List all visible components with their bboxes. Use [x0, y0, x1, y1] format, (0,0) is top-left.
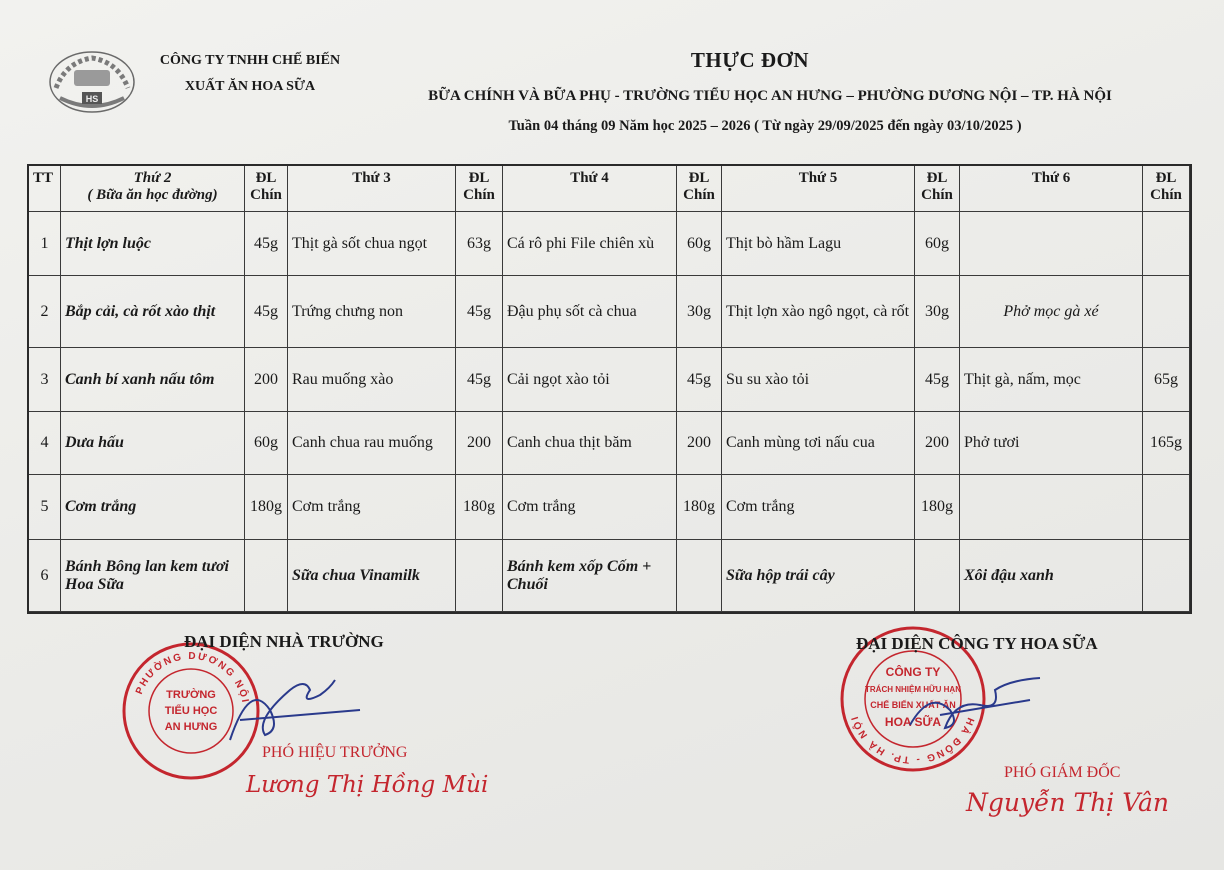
qty-thu4	[677, 540, 722, 612]
row-number: 6	[29, 540, 61, 612]
svg-text:HOA SỮA: HOA SỮA	[884, 715, 942, 729]
row-number: 3	[29, 348, 61, 412]
dish-thu2: Canh bí xanh nấu tôm	[61, 348, 245, 412]
handwritten-signature-left	[210, 660, 370, 750]
dish-thu3: Rau muống xào	[288, 348, 456, 412]
school-representative-title: ĐẠI DIỆN NHÀ TRƯỜNG	[184, 632, 384, 651]
qty-thu2: 60g	[245, 412, 288, 475]
week-range: Tuần 04 tháng 09 Năm học 2025 – 2026 ( Từ ngày 29/09/2025 đến ngày 03/10/2025 )	[508, 118, 1022, 134]
qty-thu3: 45g	[456, 348, 503, 412]
header-dl-6: ĐL Chín	[1143, 166, 1190, 212]
dish-thu3: Cơm trắng	[288, 475, 456, 540]
qty-thu2: 180g	[245, 475, 288, 540]
dish-thu4: Cá rô phi File chiên xù	[503, 212, 677, 276]
svg-text:TRÁCH NHIỆM HỮU HẠN: TRÁCH NHIỆM HỮU HẠN	[865, 685, 961, 694]
dish-thu6: Phở tươi	[960, 412, 1143, 475]
dish-thu2: Dưa hấu	[61, 412, 245, 475]
header-thu5: Thứ 5	[722, 166, 915, 212]
qty-thu3: 180g	[456, 475, 503, 540]
header-dl-4: ĐL Chín	[677, 166, 722, 212]
qty-thu6: 65g	[1143, 348, 1190, 412]
dish-thu6	[960, 212, 1143, 276]
table-row	[29, 276, 1190, 348]
qty-thu6	[1143, 212, 1190, 276]
qty-thu4: 60g	[677, 212, 722, 276]
qty-thu6: 165g	[1143, 412, 1190, 475]
page-subtitle: BỮA CHÍNH VÀ BỮA PHỤ - TRƯỜNG TIỂU HỌC AN HƯNG – PHƯỜNG DƯƠNG NỘI – TP. HÀ NỘI	[428, 88, 1112, 104]
header-thu6: Thứ 6	[960, 166, 1143, 212]
svg-text:HS: HS	[85, 94, 99, 104]
dish-thu2: Bắp cải, cà rốt xào thịt	[61, 276, 245, 348]
table-row	[29, 212, 1190, 276]
svg-text:TRƯỜNG: TRƯỜNG	[166, 689, 216, 701]
qty-thu6	[1143, 276, 1190, 348]
table-row	[29, 475, 1190, 540]
svg-text:TIỂU HỌC: TIỂU HỌC	[164, 705, 218, 717]
dish-thu5: Thịt lợn xào ngô ngọt, cà rốt	[722, 276, 915, 348]
qty-thu4: 180g	[677, 475, 722, 540]
qty-thu2: 45g	[245, 276, 288, 348]
svg-text:PHƯỜNG DƯƠNG NỘI: PHƯỜNG DƯƠNG NỘI	[133, 650, 251, 705]
dish-thu4: Canh chua thịt băm	[503, 412, 677, 475]
qty-thu5: 60g	[915, 212, 960, 276]
deputy-director-name: Nguyễn Thị Vân	[966, 788, 1170, 817]
dish-thu4: Cơm trắng	[503, 475, 677, 540]
dish-thu6: Xôi đậu xanh	[960, 540, 1143, 612]
qty-thu4: 45g	[677, 348, 722, 412]
row-number: 2	[29, 276, 61, 348]
dish-thu2: Thịt lợn luộc	[61, 212, 245, 276]
svg-text:AN HƯNG: AN HƯNG	[164, 721, 218, 733]
qty-thu3: 200	[456, 412, 503, 475]
header-dl-3: ĐL Chín	[456, 166, 503, 212]
dish-thu6: Phở mọc gà xé	[960, 276, 1143, 348]
dish-thu5: Cơm trắng	[722, 475, 915, 540]
row-number: 1	[29, 212, 61, 276]
dish-thu4: Đậu phụ sốt cà chua	[503, 276, 677, 348]
vice-principal-name: Lương Thị Hồng Mùi	[246, 772, 489, 798]
header-dl-2: ĐL Chín	[245, 166, 288, 212]
dish-thu2: Cơm trắng	[61, 475, 245, 540]
qty-thu6	[1143, 540, 1190, 612]
dish-thu6	[960, 475, 1143, 540]
qty-thu2: 45g	[245, 212, 288, 276]
qty-thu5: 45g	[915, 348, 960, 412]
svg-text:CÔNG TY: CÔNG TY	[885, 665, 941, 679]
dish-thu5: Su su xào tỏi	[722, 348, 915, 412]
qty-thu5: 200	[915, 412, 960, 475]
company-representative-title: ĐẠI DIỆN CÔNG TY HOA SỮA	[856, 634, 1098, 653]
qty-thu3: 45g	[456, 276, 503, 348]
dish-thu5: Sữa hộp trái cây	[722, 540, 915, 612]
header-dl-5: ĐL Chín	[915, 166, 960, 212]
qty-thu6	[1143, 475, 1190, 540]
vice-principal-role: PHÓ HIỆU TRƯỞNG	[262, 744, 408, 761]
svg-text:HÀ ĐÔNG - TP. HÀ NỘI: HÀ ĐÔNG - TP. HÀ NỘI	[849, 713, 976, 766]
svg-text:CHẾ BIẾN XUẤT ĂN: CHẾ BIẾN XUẤT ĂN	[870, 700, 956, 710]
qty-thu5: 180g	[915, 475, 960, 540]
header-thu2: Thứ 2 ( Bữa ăn học đường)	[61, 166, 245, 212]
table-header-row	[29, 166, 1190, 212]
company-name	[150, 48, 350, 100]
dish-thu2: Bánh Bông lan kem tươi Hoa Sữa	[61, 540, 245, 612]
table-row	[29, 412, 1190, 475]
dish-thu5: Canh mùng tơi nấu cua	[722, 412, 915, 475]
header-thu4: Thứ 4	[503, 166, 677, 212]
table-row	[29, 348, 1190, 412]
dish-thu3: Thịt gà sốt chua ngọt	[288, 212, 456, 276]
qty-thu5	[915, 540, 960, 612]
dish-thu3: Canh chua rau muống	[288, 412, 456, 475]
dish-thu3: Trứng chưng non	[288, 276, 456, 348]
qty-thu2: 200	[245, 348, 288, 412]
dish-thu4: Bánh kem xốp Cốm + Chuối	[503, 540, 677, 612]
dish-thu5: Thịt bò hầm Lagu	[722, 212, 915, 276]
header-thu3: Thứ 3	[288, 166, 456, 212]
dish-thu3: Sữa chua Vinamilk	[288, 540, 456, 612]
qty-thu4: 30g	[677, 276, 722, 348]
company-line1: CÔNG TY TNHH CHẾ BIẾN	[159, 53, 341, 68]
qty-thu5: 30g	[915, 276, 960, 348]
company-logo	[46, 48, 138, 116]
qty-thu3	[456, 540, 503, 612]
row-number: 4	[29, 412, 61, 475]
qty-thu2	[245, 540, 288, 612]
qty-thu3: 63g	[456, 212, 503, 276]
qty-thu4: 200	[677, 412, 722, 475]
page-title: THỰC ĐƠN	[690, 48, 810, 72]
deputy-director-role: PHÓ GIÁM ĐỐC	[1004, 764, 1121, 781]
dish-thu6: Thịt gà, nấm, mọc	[960, 348, 1143, 412]
company-line2: XUẤT ĂN HOA SỮA	[184, 79, 316, 94]
menu-table	[28, 165, 1190, 612]
row-number: 5	[29, 475, 61, 540]
table-row	[29, 540, 1190, 612]
handwritten-signature-right	[900, 670, 1050, 740]
dish-thu4: Cải ngọt xào tỏi	[503, 348, 677, 412]
header-tt: TT	[29, 166, 61, 212]
